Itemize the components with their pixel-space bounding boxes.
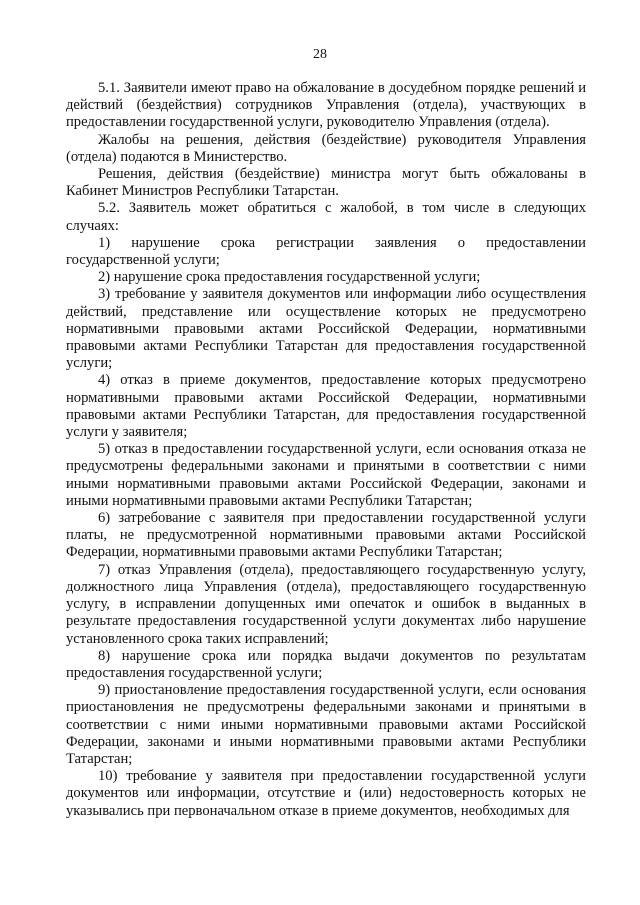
- paragraph-5-2: 5.2. Заявитель может обратиться с жалобой, в том числе в следующих случаях:: [66, 200, 586, 234]
- page-number: 28: [313, 47, 327, 62]
- paragraph-minister-decisions: Решения, действия (бездействие) министра могут быть обжалованы в Кабинет Министров Республики Татарстан.: [66, 166, 586, 200]
- list-item-1: 1) нарушение срока регистрации заявления о предоставлении государственной услуги;: [66, 234, 586, 269]
- paragraph-5-1: 5.1. Заявители имеют право на обжалование в досудебном порядке решений и действий (бездействия) сотрудников Управления (отдела), участвующих в предоставлении государственной услуги, руководителю Управления (отдела).: [66, 80, 586, 131]
- list-item-8: 8) нарушение срока или порядка выдачи документов по результатам предоставления государственной услуги;: [66, 647, 586, 681]
- list-item-6: 6) затребование с заявителя при предоставлении государственной услуги платы, не предусмотренной нормативными правовыми актами Российской Федерации, нормативными правовыми актами Республики Татарстан;: [66, 510, 586, 561]
- list-item-3: 3) требование у заявителя документов или информации либо осуществления действий, представление или осуществление которых не предусмотрено нормативными правовыми актами Российской Федерации, нормативными правовыми актами Республики Татарстан для предоставления государственной услуги;: [66, 286, 586, 372]
- list-item-7: 7) отказ Управления (отдела), предоставляющего государственную услугу, должностного лица Управления (отдела), предоставляющего государственную услугу, в исправлении допущенных ими опечаток и ошибок в выданных в результате предоставления государственной услуги документах либо нарушение установленного срока таких исправлений;: [66, 561, 586, 647]
- list-item-5: 5) отказ в предоставлении государственной услуги, если основания отказа не предусмотрены федеральными законами и принятыми в соответствии с ними иными нормативными правовыми актами Российской Федерации, законами и иными нормативными правовыми актами Республики Татарстан;: [66, 441, 586, 509]
- list-item-9: 9) приостановление предоставления государственной услуги, если основания приостановления не предусмотрены федеральными законами и принятыми в соответствии с ними иными нормативными правовыми актами Российской Федерации, законами и иными нормативными правовыми актами Республики Татарстан;: [66, 682, 586, 767]
- document-body: [66, 80, 586, 820]
- list-item-10: 10) требование у заявителя при предоставлении государственной услуги документов или информации, отсутствие и (или) недостоверность которых не указывались при первоначальном отказе в приеме документов, необходимых для: [66, 768, 586, 819]
- paragraph-complaints-head: Жалобы на решения, действия (бездействие) руководителя Управления (отдела) подаются в Министерство.: [66, 131, 586, 165]
- list-item-4: 4) отказ в приеме документов, предоставление которых предусмотрено нормативными правовыми актами Российской Федерации, нормативными правовыми актами Республики Татарстан, для предоставления государственной услуги у заявителя;: [66, 372, 586, 441]
- list-item-2: 2) нарушение срока предоставления государственной услуги;: [98, 269, 481, 286]
